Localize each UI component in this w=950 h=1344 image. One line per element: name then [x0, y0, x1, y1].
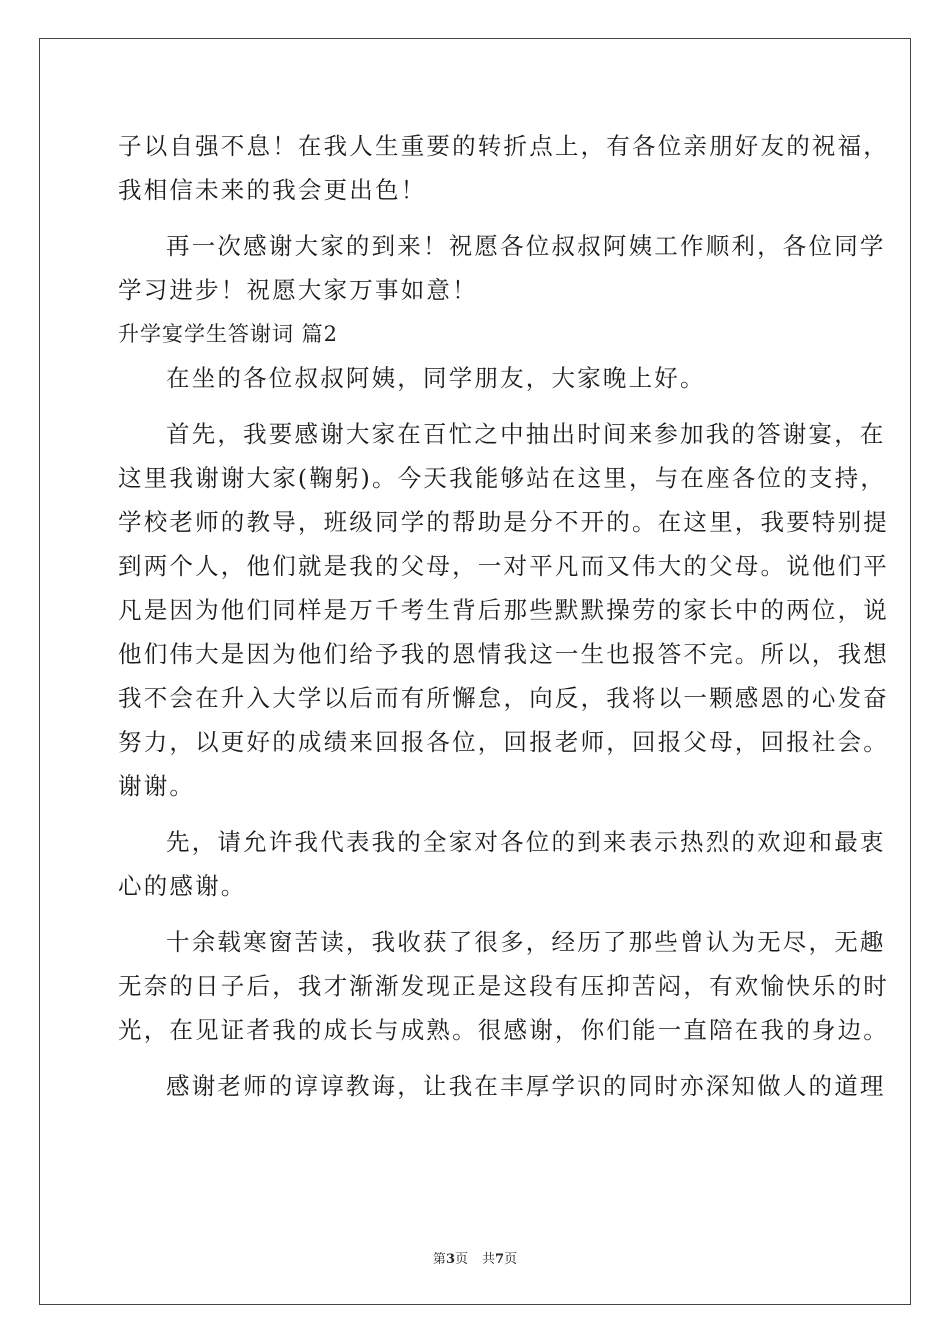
total-suffix: 页 — [504, 1252, 518, 1267]
text-line: 再一次感谢大家的到来！祝愿各位叔叔阿姨工作顺利，各位同学 — [166, 232, 886, 260]
total-prefix: 共 — [482, 1252, 496, 1267]
text-line: 我相信未来的我会更出色！ — [118, 176, 427, 204]
text-line: 感谢老师的谆谆教诲，让我在丰厚学识的同时亦深知做人的道理 — [166, 1072, 886, 1100]
text-line: 谢谢。 — [118, 772, 196, 800]
text-line: 十余载寒窗苦读，我收获了很多，经历了那些曾认为无尽，无趣 — [166, 928, 886, 956]
text-line: 无奈的日子后，我才渐渐发现正是这段有压抑苦闷，有欢愉快乐的时 — [118, 972, 889, 1000]
text-line: 到两个人，他们就是我的父母，一对平凡而又伟大的父母。说他们平 — [118, 552, 889, 580]
text-line: 在坐的各位叔叔阿姨，同学朋友，大家晚上好。 — [166, 364, 706, 392]
page-suffix: 页 — [454, 1252, 468, 1267]
text-line: 他们伟大是因为他们给予我的恩情我这一生也报答不完。所以，我想 — [118, 640, 889, 668]
text-line: 努力，以更好的成绩来回报各位，回报老师，回报父母，回报社会。 — [118, 728, 889, 756]
text-line: 凡是因为他们同样是万千考生背后那些默默操劳的家长中的两位，说 — [118, 596, 889, 624]
page-footer — [0, 1248, 950, 1267]
text-line: 光，在见证者我的成长与成熟。很感谢，你们能一直陪在我的身边。 — [118, 1016, 889, 1044]
page-prefix: 第 — [432, 1252, 446, 1267]
text-line: 子以自强不息！在我人生重要的转折点上，有各位亲朋好友的祝福， — [118, 132, 889, 160]
text-line: 学习进步！祝愿大家万事如意！ — [118, 276, 478, 304]
text-line: 这里我谢谢大家(鞠躬)。今天我能够站在这里，与在座各位的支持， — [118, 464, 887, 492]
text-line: 首先，我要感谢大家在百忙之中抽出时间来参加我的答谢宴，在 — [166, 420, 886, 448]
section-heading: 升学宴学生答谢词 篇2 — [118, 322, 339, 346]
text-line: 心的感谢。 — [118, 872, 247, 900]
text-line: 先，请允许我代表我的全家对各位的到来表示热烈的欢迎和最衷 — [166, 828, 886, 856]
total-pages: 7 — [495, 1252, 505, 1267]
page-number: 3 — [445, 1252, 455, 1267]
text-line: 我不会在升入大学以后而有所懈怠，向反，我将以一颗感恩的心发奋 — [118, 684, 889, 712]
text-line: 学校老师的教导，班级同学的帮助是分不开的。在这里，我要特别提 — [118, 508, 889, 536]
document-body — [118, 124, 889, 1108]
